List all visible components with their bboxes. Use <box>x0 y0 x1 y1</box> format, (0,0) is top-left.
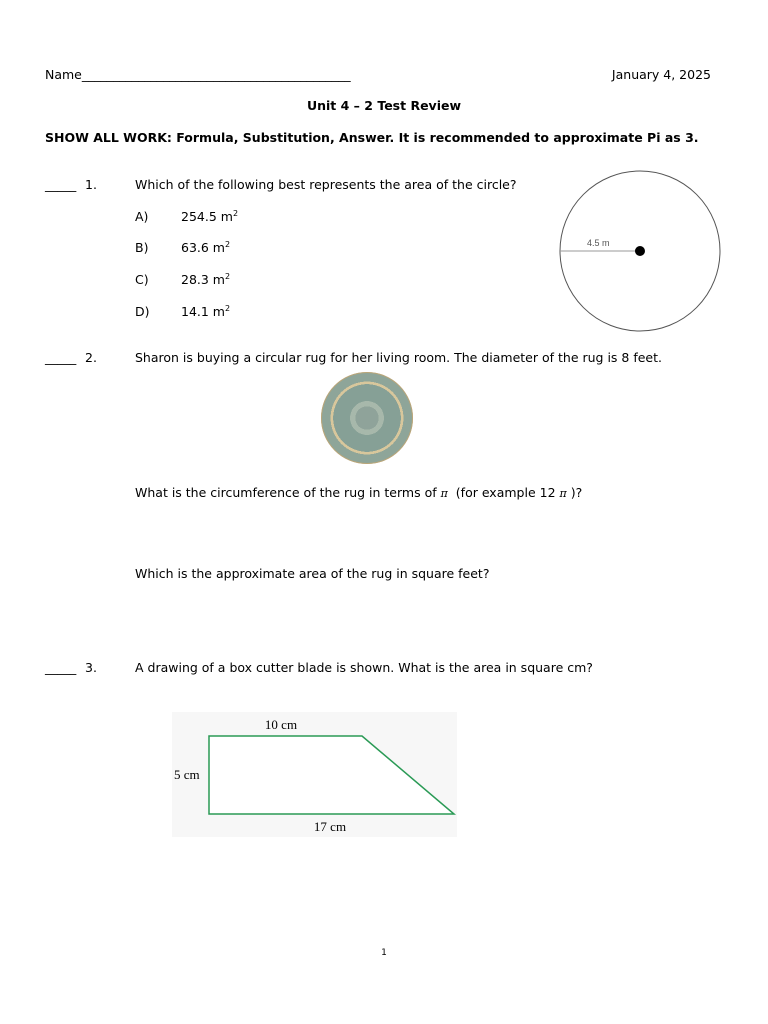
q1-option-b-value: 63.6 $m^2$ <box>181 239 231 255</box>
date: January 4, 2025 <box>611 67 711 82</box>
q1-option-a-value: 254.5 $m^2$ <box>181 208 239 224</box>
q1-answer-blank: _____ <box>45 177 77 192</box>
q1-number: 1. <box>85 177 97 192</box>
center-point <box>635 246 645 256</box>
q1-option-d-value: 14.1 $m^2$ <box>181 303 231 319</box>
q3-text: A drawing of a box cutter blade is shown. What is the area in square cm? <box>135 660 593 675</box>
page-number: 1 <box>381 948 387 958</box>
q2-number: 2. <box>85 350 97 365</box>
q1-option-c-letter: C) <box>135 272 149 287</box>
q3-number: 3. <box>85 660 97 675</box>
q1-option-b-letter: B) <box>135 240 149 255</box>
radius-label: 4.5 m <box>587 238 610 248</box>
q2-circumference-question: What is the circumference of the rug in terms of π (for example 12 π )? <box>135 485 583 500</box>
name-label: Name <box>45 67 82 82</box>
q2-text: Sharon is buying a circular rug for her living room. The diameter of the rug is 8 feet. <box>135 350 662 365</box>
q1-option-a-letter: A) <box>135 209 149 224</box>
instructions: SHOW ALL WORK: Formula, Substitution, Answer. It is recommended to approximate Pi as 3. <box>45 130 699 145</box>
circle-figure <box>555 165 725 337</box>
bottom-label: 17 cm <box>313 819 347 834</box>
pi-symbol: π <box>440 487 448 500</box>
q1-text: Which of the following best represents the area of the circle? <box>135 177 517 192</box>
page-title: Unit 4 – 2 Test Review <box>306 98 462 113</box>
q2-answer-blank: _____ <box>45 350 77 365</box>
left-label: 5 cm <box>174 767 200 782</box>
name-field <box>45 67 351 82</box>
top-label: 10 cm <box>264 717 298 732</box>
q1-option-d-letter: D) <box>135 304 150 319</box>
q1-option-c-value: 28.3 $m^2$ <box>181 271 231 287</box>
trapezoid-figure <box>172 712 457 837</box>
q3-answer-blank: _____ <box>45 660 77 675</box>
rug-image <box>321 372 413 464</box>
name-line: ___________________________________________ <box>81 67 351 82</box>
q2-area-question: Which is the approximate area of the rug in square feet? <box>135 566 490 581</box>
pi-symbol: π <box>559 487 567 500</box>
